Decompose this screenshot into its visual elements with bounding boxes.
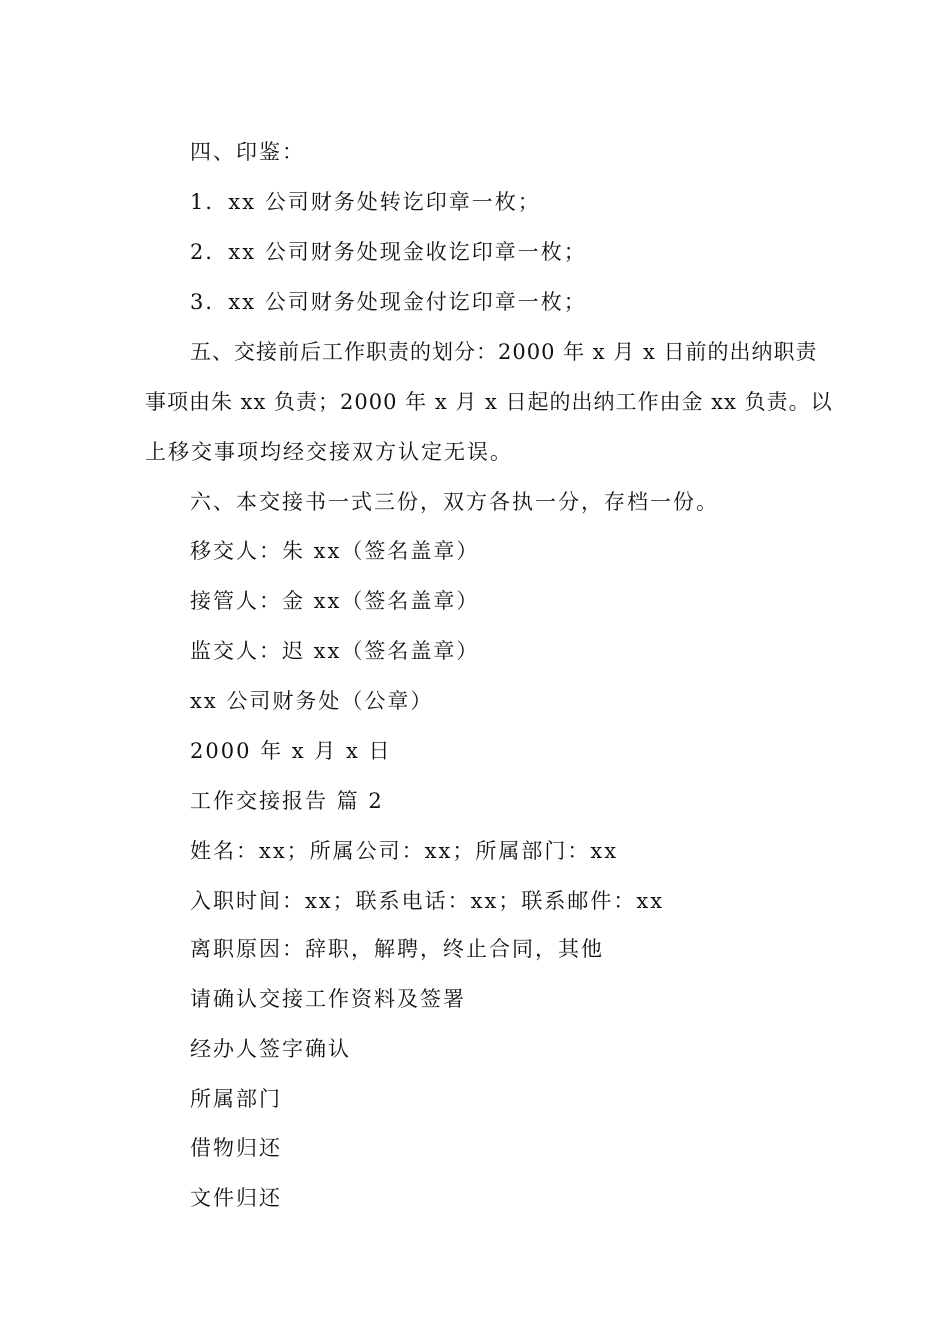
report-title-part-2: 工作交接报告 篇 2: [190, 789, 384, 813]
seal-item-1: 1．xx 公司财务处转讫印章一枚；: [190, 190, 541, 214]
employee-info-line: 姓名：xx；所属公司：xx；所属部门：xx: [190, 839, 619, 863]
duties-paragraph-line-3: 上移交事项均经交接双方认定无误。: [145, 440, 513, 464]
borrowed-items-return-line: 借物归还: [190, 1136, 282, 1160]
company-seal-line: xx 公司财务处（公章）: [190, 689, 434, 713]
duties-paragraph-line-2: 事项由朱 xx 负责；2000 年 x 月 x 日起的出纳工作由金 xx 负责。以: [145, 390, 833, 414]
documents-return-line: 文件归还: [190, 1186, 282, 1210]
handover-person: 移交人：朱 xx（签名盖章）: [190, 539, 480, 563]
confirm-handover-line: 请确认交接工作资料及签署: [190, 987, 466, 1011]
receiver-person: 接管人：金 xx（签名盖章）: [190, 589, 480, 613]
department-line: 所属部门: [190, 1087, 282, 1111]
employment-info-line: 入职时间：xx；联系电话：xx；联系邮件：xx: [190, 889, 665, 913]
section-heading-copies: 六、本交接书一式三份，双方各执一分，存档一份。: [190, 490, 719, 514]
leave-reason-line: 离职原因：辞职，解聘，终止合同，其他: [190, 937, 604, 961]
seal-item-3: 3．xx 公司财务处现金付讫印章一枚；: [190, 290, 587, 314]
seal-item-2: 2．xx 公司财务处现金收讫印章一枚；: [190, 240, 587, 264]
section-heading-duties: 五、交接前后工作职责的划分：2000 年 x 月 x 日前的出纳职责: [190, 340, 818, 364]
supervisor-person: 监交人：迟 xx（签名盖章）: [190, 639, 480, 663]
section-heading-seal: 四、印鉴：: [190, 140, 305, 164]
handler-signature-line: 经办人签字确认: [190, 1037, 351, 1061]
date-line: 2000 年 x 月 x 日: [190, 739, 392, 763]
